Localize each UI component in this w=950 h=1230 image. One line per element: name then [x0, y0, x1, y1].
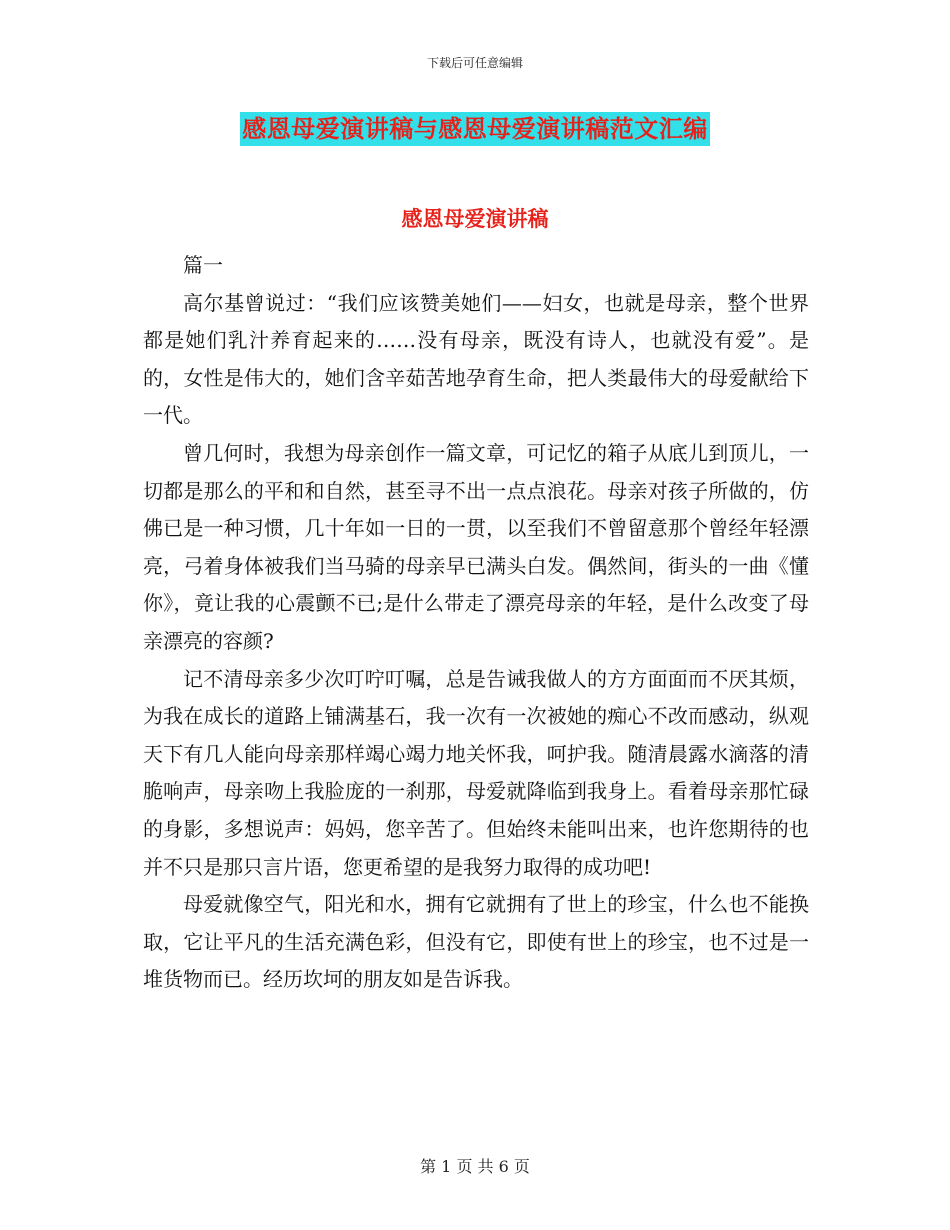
- document-subtitle: 感恩母爱演讲稿: [401, 207, 549, 231]
- page-header-note: 下载后可任意编辑: [426, 56, 523, 70]
- paragraph-1: 高尔基曾说过：“我们应该赞美她们——妇女，也就是母亲，整个世界都是她们乳汁养育起来的……没有母亲，既没有诗人，也就没有爱”。是的，女性是伟大的，她们含辛茹苦地孕育生命，把人类最伟大的母爱献给下一代。: [143, 290, 809, 428]
- page-number: 第 1 页 共 6 页: [420, 1157, 530, 1176]
- section-label: 篇一: [183, 253, 223, 277]
- document-title-wrap: [0, 112, 950, 146]
- document-body: [143, 247, 809, 999]
- paragraph-4: 母爱就像空气，阳光和水，拥有它就拥有了世上的珍宝，什么也不能换取，它让平凡的生活充满色彩，但没有它，即使有世上的珍宝，也不过是一堆货物而已。经历坎坷的朋友如是告诉我。: [143, 892, 809, 992]
- paragraph-2: 曾几何时，我想为母亲创作一篇文章，可记忆的箱子从底儿到顶儿，一切都是那么的平和和自然，甚至寻不出一点点浪花。母亲对孩子所做的，仿佛已是一种习惯，几十年如一日的一贯，以至我们不曾留意那个曾经年轻漂亮，弓着身体被我们当马骑的母亲早已满头白发。偶然间，街头的一曲《懂你》，竟让我的心震颤不已;是什么带走了漂亮母亲的年轻，是什么改变了母亲漂亮的容颜?: [143, 440, 809, 653]
- paragraph-3: 记不清母亲多少次叮咛叮嘱，总是告诫我做人的方方面面而不厌其烦，为我在成长的道路上铺满基石，我一次有一次被她的痴心不改而感动，纵观天下有几人能向母亲那样竭心竭力地关怀我，呵护我。随清晨露水滴落的清脆响声，母亲吻上我脸庞的一刹那，母爱就降临到我身上。看着母亲那忙碌的身影，多想说声：妈妈，您辛苦了。但始终未能叫出来，也许您期待的也并不只是那只言片语，您更希望的是我努力取得的成功吧!: [143, 666, 809, 879]
- document-title: 感恩母爱演讲稿与感恩母爱演讲稿范文汇编: [240, 112, 710, 146]
